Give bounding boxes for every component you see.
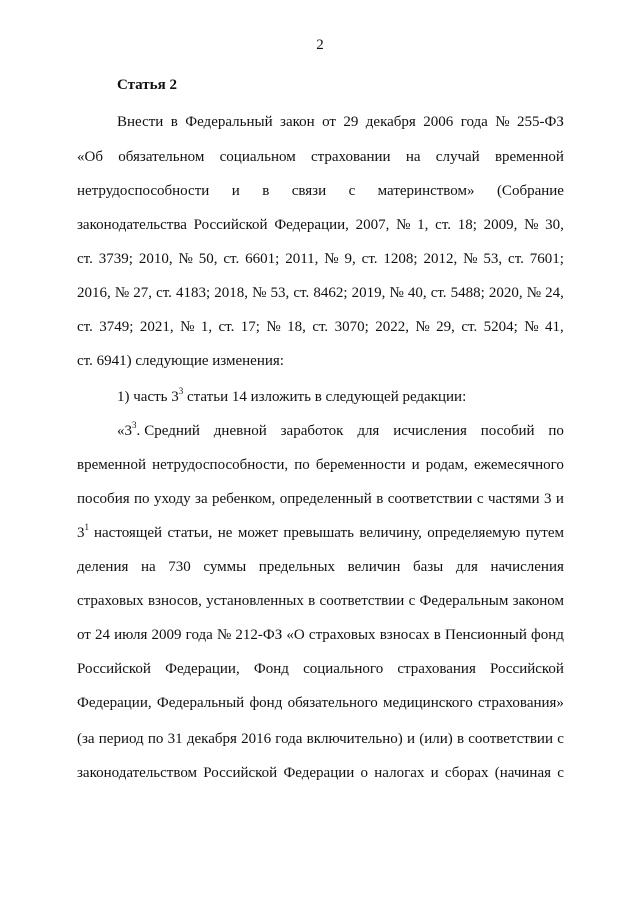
word: 212-ФЗ bbox=[235, 627, 283, 643]
word: соответствии bbox=[319, 593, 405, 609]
word: 24 bbox=[95, 627, 110, 643]
word: 2009, bbox=[483, 217, 518, 233]
word: закон bbox=[280, 114, 315, 130]
word: «О bbox=[286, 627, 305, 643]
word: № bbox=[495, 114, 510, 130]
word: 2018, bbox=[214, 285, 249, 301]
word: 7601; bbox=[529, 251, 564, 267]
list-item-text: статьи 14 изложить в следующей редакции: bbox=[183, 389, 467, 405]
word: 29, bbox=[436, 319, 455, 335]
word: сборах bbox=[444, 765, 489, 781]
word: года bbox=[275, 731, 303, 747]
word: 18; bbox=[457, 217, 477, 233]
word: от bbox=[322, 114, 336, 130]
word: 18, bbox=[287, 319, 306, 335]
word: не bbox=[217, 525, 233, 541]
word: по bbox=[134, 491, 150, 507]
word: деления bbox=[77, 559, 129, 575]
word: страховых bbox=[308, 627, 376, 643]
word: связи bbox=[291, 183, 327, 199]
quote-line bbox=[77, 730, 564, 748]
word: 53, bbox=[483, 251, 503, 267]
word: ст. bbox=[223, 251, 240, 267]
word: 2011, bbox=[285, 251, 319, 267]
word: ст. bbox=[361, 251, 378, 267]
quote-words bbox=[94, 524, 564, 542]
word: ст. bbox=[508, 251, 524, 267]
word: 255-ФЗ bbox=[516, 114, 564, 130]
word: путем bbox=[525, 525, 564, 541]
word: пособия bbox=[77, 491, 130, 507]
word: беременности bbox=[315, 457, 406, 473]
quote-line bbox=[77, 456, 564, 474]
word: Федерации, bbox=[274, 217, 349, 233]
word: Федеральный bbox=[185, 114, 273, 130]
word: величину, bbox=[359, 525, 422, 541]
word: «Об bbox=[77, 149, 103, 165]
word: суммы bbox=[203, 559, 247, 575]
word: в bbox=[262, 183, 270, 199]
word: 1, bbox=[200, 319, 213, 335]
word: № bbox=[463, 251, 478, 267]
word: законодательством bbox=[77, 765, 198, 781]
word: ст. bbox=[293, 285, 310, 301]
word: и bbox=[406, 731, 415, 747]
word: ст. bbox=[156, 285, 172, 301]
quote-line bbox=[77, 592, 564, 610]
word: нетрудоспособности, bbox=[152, 457, 289, 473]
word: обязательном bbox=[118, 149, 205, 165]
word: ст. bbox=[435, 217, 451, 233]
word: № bbox=[180, 319, 195, 335]
word: Федеральный bbox=[156, 695, 245, 711]
word: № bbox=[114, 285, 130, 301]
paragraph-line bbox=[77, 148, 564, 166]
word: от bbox=[77, 627, 91, 643]
word: № bbox=[266, 319, 281, 335]
word: 1, bbox=[417, 217, 429, 233]
word: базы bbox=[412, 559, 444, 575]
word: 3749; bbox=[99, 319, 134, 335]
paragraph-line bbox=[117, 113, 564, 131]
word: № bbox=[216, 627, 232, 643]
word: 31 bbox=[167, 731, 183, 747]
word: 2016, bbox=[77, 285, 111, 301]
quote-line bbox=[77, 694, 564, 712]
list-item-1 bbox=[117, 388, 564, 406]
word: Внести bbox=[117, 114, 164, 130]
word: страховых bbox=[77, 593, 144, 609]
word: № bbox=[524, 217, 539, 233]
word: 2021, bbox=[139, 319, 174, 335]
word: июля bbox=[114, 627, 148, 643]
word: и bbox=[411, 457, 420, 473]
word: Российской bbox=[77, 661, 151, 677]
word: 41, bbox=[545, 319, 564, 335]
word: определяемую bbox=[427, 525, 521, 541]
word: 1208; bbox=[383, 251, 418, 267]
word: 2012, bbox=[423, 251, 458, 267]
word: № bbox=[178, 251, 193, 267]
word: с bbox=[476, 491, 484, 507]
paragraph-line bbox=[77, 250, 564, 268]
word: 29 bbox=[343, 114, 359, 130]
word: ст. bbox=[461, 319, 478, 335]
word: (Собрание bbox=[496, 183, 564, 199]
word: фонд bbox=[531, 627, 564, 643]
paragraph-line bbox=[77, 182, 564, 200]
quote-words bbox=[144, 422, 564, 440]
word: пособий bbox=[480, 423, 535, 439]
quote-line bbox=[77, 764, 564, 782]
word: Средний bbox=[144, 423, 200, 439]
word: законом bbox=[512, 593, 564, 609]
word: с bbox=[408, 593, 416, 609]
quote-line bbox=[77, 660, 564, 678]
list-item-text: 1) часть 3 bbox=[117, 389, 179, 405]
word: обязательного bbox=[287, 695, 378, 711]
word: декабря bbox=[365, 114, 416, 130]
superscript: 3 bbox=[178, 386, 184, 396]
word: Российской bbox=[193, 217, 268, 233]
quote-line bbox=[77, 626, 564, 644]
word: и bbox=[231, 183, 240, 199]
word: Пенсионный bbox=[445, 627, 527, 643]
word: 2010, bbox=[138, 251, 173, 267]
word: уходу bbox=[153, 491, 191, 507]
word: 5488; bbox=[450, 285, 485, 301]
word: 50, bbox=[198, 251, 218, 267]
word: и bbox=[555, 491, 564, 507]
word: 17; bbox=[240, 319, 260, 335]
word: в bbox=[170, 114, 178, 130]
word: страхования bbox=[397, 661, 476, 677]
word: предельных bbox=[258, 559, 335, 575]
word: может bbox=[237, 525, 278, 541]
quote-prefix: $3^1$ bbox=[77, 522, 89, 541]
word: № bbox=[324, 251, 339, 267]
word: Федерации, bbox=[77, 695, 152, 711]
article-heading: Статья 2 bbox=[117, 77, 177, 93]
paragraph-line: ст. 6941) следующие изменения: bbox=[77, 353, 284, 369]
word: в bbox=[433, 627, 441, 643]
word: Федерации bbox=[283, 765, 355, 781]
word: исчисления bbox=[393, 423, 467, 439]
word: случай bbox=[435, 149, 480, 165]
word: социального bbox=[303, 661, 384, 677]
word: период bbox=[98, 731, 144, 747]
word: (или) bbox=[419, 731, 453, 747]
word: ребенком, bbox=[212, 491, 276, 507]
paragraph-line bbox=[77, 216, 564, 234]
word: для bbox=[357, 423, 380, 439]
word: временной bbox=[494, 149, 564, 165]
word: определенный bbox=[279, 491, 372, 507]
word: с bbox=[557, 731, 564, 747]
word: 2019, bbox=[351, 285, 386, 301]
word: начисления bbox=[490, 559, 564, 575]
word: с bbox=[348, 183, 356, 199]
word: частями bbox=[487, 491, 540, 507]
word: Российской bbox=[490, 661, 564, 677]
word: (за bbox=[77, 731, 95, 747]
word: 3739; bbox=[98, 251, 133, 267]
word: по bbox=[548, 423, 564, 439]
word: 730 bbox=[168, 559, 191, 575]
paragraph-line bbox=[77, 284, 564, 302]
word: в bbox=[308, 593, 316, 609]
word: 2020, bbox=[488, 285, 523, 301]
word: законодательства bbox=[77, 217, 187, 233]
word: по bbox=[147, 731, 164, 747]
word: взносов, bbox=[147, 593, 202, 609]
word: декабря bbox=[186, 731, 237, 747]
word: страховании bbox=[310, 149, 391, 165]
word: для bbox=[455, 559, 478, 575]
word: 3070; bbox=[334, 319, 369, 335]
word: № bbox=[252, 285, 267, 301]
paragraph-line bbox=[77, 318, 564, 336]
word: 6601; bbox=[245, 251, 280, 267]
word: временной bbox=[77, 457, 146, 473]
word: по bbox=[294, 457, 310, 473]
word: (начиная bbox=[494, 765, 552, 781]
word: года bbox=[185, 627, 213, 643]
word: Фонд bbox=[253, 661, 289, 677]
word: материнством» bbox=[377, 183, 475, 199]
word: дневной bbox=[213, 423, 267, 439]
page-number: 2 bbox=[316, 37, 324, 53]
word: за bbox=[195, 491, 208, 507]
word: ст. bbox=[430, 285, 447, 301]
word: № bbox=[524, 319, 539, 335]
word: настоящей bbox=[94, 525, 163, 541]
word: 2016 bbox=[241, 731, 272, 747]
word: медицинского bbox=[383, 695, 473, 711]
word: фонд bbox=[249, 695, 283, 711]
word: 5204; bbox=[483, 319, 518, 335]
word: Российской bbox=[203, 765, 278, 781]
word: Федеральным bbox=[419, 593, 509, 609]
word: года bbox=[460, 114, 488, 130]
word: о bbox=[360, 765, 369, 781]
word: № bbox=[396, 217, 411, 233]
word: ст. bbox=[218, 319, 235, 335]
word: на bbox=[405, 149, 421, 165]
quote-line bbox=[117, 422, 564, 440]
word: № bbox=[389, 285, 404, 301]
word: ст. bbox=[77, 319, 93, 335]
word: страхования» bbox=[477, 695, 564, 711]
word: ст. bbox=[77, 251, 93, 267]
word: 2022, bbox=[375, 319, 409, 335]
word: в bbox=[376, 491, 384, 507]
word: с bbox=[557, 765, 564, 781]
quote-line bbox=[77, 524, 564, 542]
word: № bbox=[526, 285, 542, 301]
word: 8462; bbox=[313, 285, 348, 301]
word: 53, bbox=[270, 285, 290, 301]
word: 27, bbox=[133, 285, 152, 301]
word: ежемесячного bbox=[474, 457, 564, 473]
quote-line bbox=[77, 490, 564, 508]
word: 2009 bbox=[151, 627, 182, 643]
word: Федерации, bbox=[165, 661, 240, 677]
quote-prefix: «$3^3$. bbox=[117, 420, 141, 439]
word: превышать bbox=[283, 525, 354, 541]
word: 30, bbox=[545, 217, 564, 233]
word: взносах bbox=[379, 627, 430, 643]
word: социальном bbox=[219, 149, 296, 165]
word: и bbox=[430, 765, 439, 781]
word: 4183; bbox=[176, 285, 211, 301]
word: нетрудоспособности bbox=[77, 183, 210, 199]
word: соответствии bbox=[387, 491, 473, 507]
word: 40, bbox=[407, 285, 427, 301]
word: на bbox=[140, 559, 156, 575]
word: в bbox=[456, 731, 465, 747]
word: № bbox=[415, 319, 430, 335]
word: ст. bbox=[312, 319, 329, 335]
word: 9, bbox=[344, 251, 356, 267]
word: 2006 bbox=[423, 114, 454, 130]
word: родам, bbox=[425, 457, 468, 473]
word: статьи, bbox=[167, 525, 213, 541]
word: 3 bbox=[543, 491, 552, 507]
word: включительно) bbox=[306, 731, 403, 747]
word: 2007, bbox=[355, 217, 390, 233]
word: величин bbox=[347, 559, 401, 575]
word: налогах bbox=[374, 765, 425, 781]
word: установленных bbox=[206, 593, 304, 609]
quote-line bbox=[77, 558, 564, 576]
word: заработок bbox=[280, 423, 344, 439]
word: 24, bbox=[545, 285, 564, 301]
word: соответствии bbox=[468, 731, 553, 747]
